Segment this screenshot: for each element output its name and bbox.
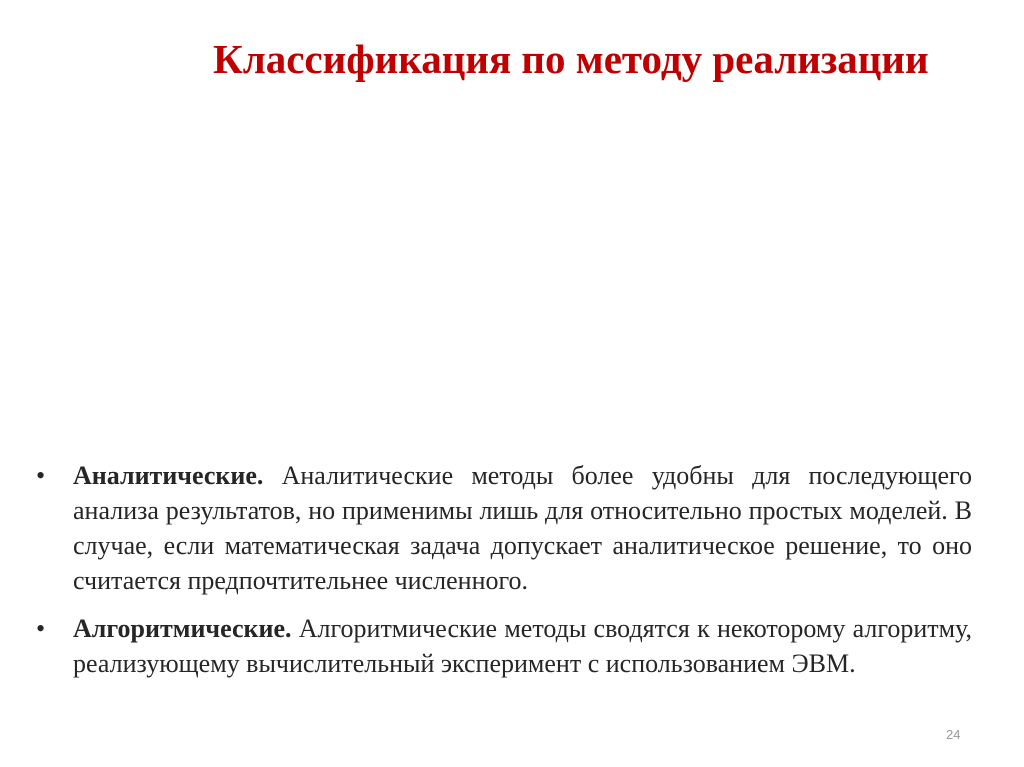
- slide-title: Классификация по методу реализации: [213, 36, 929, 82]
- bullet-marker: •: [36, 461, 46, 490]
- bullet-text: Алгоритмические методы сводятся к некоторому алгоритму, реализующему вычислительный эксперимент с использованием ЭВМ.: [73, 614, 973, 678]
- page-number: 24: [946, 727, 961, 742]
- bullet-item-algorithmic: [36, 611, 972, 681]
- bullet-item-analytical: [36, 458, 972, 598]
- bullet-term: Алгоритмические.: [73, 614, 292, 643]
- bullet-term: Аналитические.: [73, 461, 264, 490]
- bullet-text: Аналитические методы более удобны для последующего анализа результатов, но применимы лишь для относительно простых моделей. В случае, если математическая задача допускает аналитическое решение, то оно считается предпочтительнее численного.: [73, 461, 972, 595]
- bullet-list: [36, 458, 972, 681]
- bullet-marker: •: [36, 614, 46, 643]
